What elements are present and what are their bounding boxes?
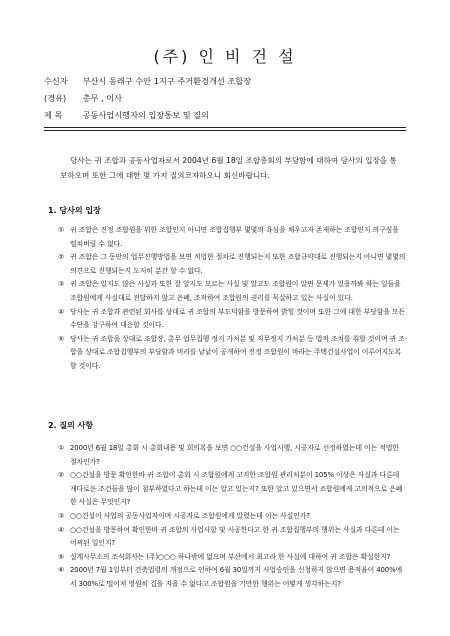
list-item: ② 귀 조합은 그 동안의 업무진행방법을 보면 적법한 절차로 진행되는지 또한 조합규약대로 진행되는지 아니면 몇몇의 의견으로 진행되는지 도저히 분간 할 수 없다. bbox=[58, 253, 406, 275]
list-item: ④ ○○건설을 방문하여 확인한바 귀 조합의 사업사항 및 시공한다고 한 귀 조합집행부의 행위는 사실과 다른데 이는 어찌된 일인지? bbox=[58, 525, 400, 548]
list-item: ① 2000년 6월 18일 총회 시 총회내용 및 회의록을 보면 ○○건설을 사업시행, 시공자로 선정하였는데 이는 적법한 절차인가? bbox=[58, 444, 399, 466]
section2-list bbox=[58, 442, 406, 592]
via-value: 총무 , 이사 bbox=[82, 93, 123, 103]
recipient-value: 부산시 동래구 수안 1지구 주거환경개선 조합장 bbox=[82, 76, 252, 86]
doc-title: (주) 인 비 건 설 bbox=[153, 47, 297, 66]
intro-paragraph: 당사는 귀 조합과 공동사업자로서 2004년 6월 18일 조합총회의 부당함에 대하여 당사의 입장을 통보하오며 또한 그에 대한 몇 가지 질의코자하오니 회신바랍니다. bbox=[60, 156, 397, 180]
recipient-label: 수신자 bbox=[44, 76, 68, 86]
via-label: (경유) bbox=[44, 93, 67, 103]
list-item: ⑤ 설계사무소의 조식회사는 (주)○○○ 하나밖에 없으며 부산에서 최고라 한 사실에 대하여 귀 조합은 확실한지? bbox=[58, 552, 391, 561]
list-item: ② ○○건설을 방문 확인한바 귀 조합이 총회 시 조합원에게 고지한 조합원 관리처분이 105% 이상은 사실과 다른데 개다로운 조건들을 많이 첨부하였다고 하는데 이는 알고 있는지? 또한 알고 있으면서 조합원에게 고의적으로 은폐한 사실은 무엇인지? bbox=[58, 471, 403, 507]
section1-heading: 1. 당사의 입장 bbox=[48, 206, 101, 215]
subject-row bbox=[44, 110, 209, 121]
section2-heading: 2. 질의 사항 bbox=[48, 421, 94, 430]
list-item: ⑥ 2000년 7월 1일부터 건축법령의 개정으로 인하여 6월 30일까지 사업승인을 신청하지 않으면 용적율이 400%에서 300%로 떨어져 영원히 집을 지을 수 없다고 조합원을 기만한 행위는 어떻게 생각하는지? bbox=[58, 566, 403, 588]
section1-list bbox=[58, 224, 406, 374]
top-divider bbox=[44, 127, 406, 128]
subject-value: 공동사업시행자의 입장통보 및 질의 bbox=[82, 110, 210, 120]
via-row bbox=[44, 93, 122, 104]
list-item: ⑤ 당사는 귀 조합을 상대로 조합장, 총무 업무집행 정지 가처분 및 직무정지 가처분 등 법적 조치를 취할 것이며 귀 조합을 상대로 조합집행부의 부당함과 비리를 낱낱이 공개하여 진정 조합원이 바라는 주택건설사업이 이루어지도록 할 것이다. bbox=[58, 334, 405, 370]
recipient-row bbox=[44, 76, 251, 87]
list-item: ③ ○○건설이 사업의 공동사업자이며 시공자로 조합원에게 알렸는데 이는 사실인가? bbox=[58, 511, 310, 520]
top-divider-second bbox=[44, 130, 406, 131]
list-item: ① 귀 조합은 진정 조합원을 위한 조합인지 아니면 조합집행부 몇몇의 욕심을 채우고자 존재하는 조합인지 의구심을 떨쳐버릴 수 없다. bbox=[58, 226, 399, 248]
subject-label: 제 목 bbox=[44, 110, 63, 120]
list-item: ④ 당사는 귀 조합과 관련된 회사를 상대로 귀 조합의 부도덕함을 방문하여 밝힐 것이며 또한 그에 대한 부당함을 모든 수단을 강구하여 대응할 것이다. bbox=[58, 307, 406, 330]
list-item: ③ 귀 조합은 있지도 않은 사실과 또한 잘 알지도 모르는 사실 및 알고도 조합원이 알면 문제가 있을까봐 하는 일들을 조합원에게 사실대로 전달하지 않고 은폐, 조작하여 조합원의 권리를 묵살하고 있는 사실이 있다. bbox=[58, 280, 401, 302]
